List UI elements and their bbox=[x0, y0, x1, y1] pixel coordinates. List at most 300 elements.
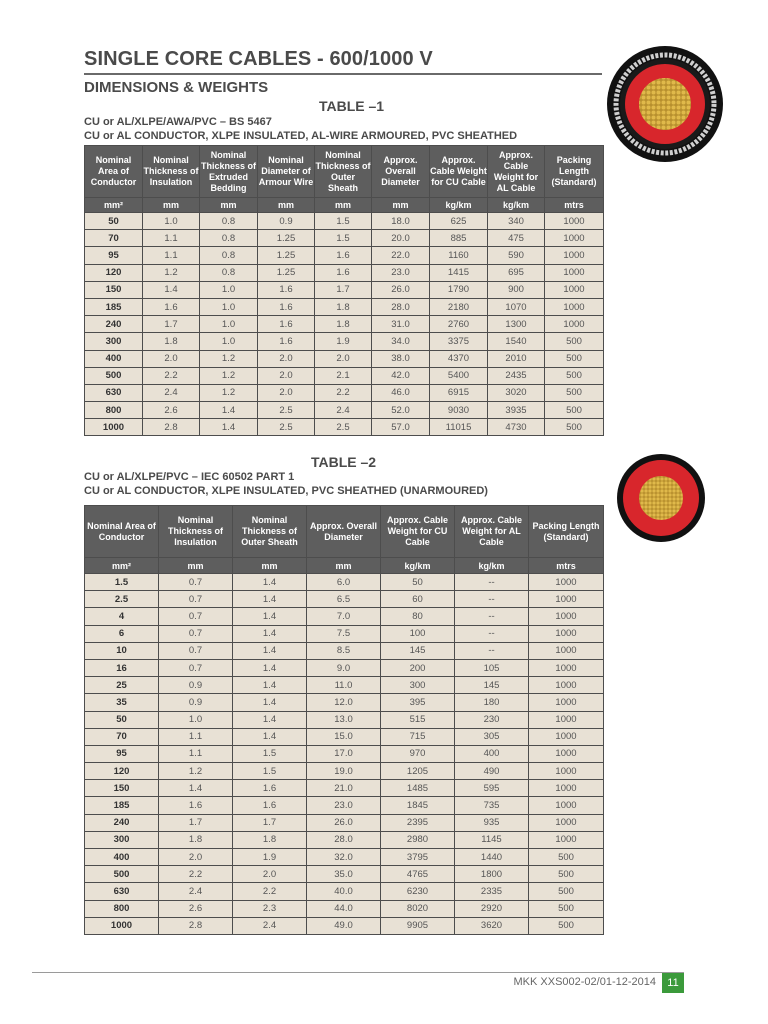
table-cell: 595 bbox=[455, 780, 529, 797]
table-cell: 1.4 bbox=[200, 419, 258, 436]
table-cell: 28.0 bbox=[307, 831, 381, 848]
conductor-area-cell: 25 bbox=[85, 677, 159, 694]
table-cell: 4370 bbox=[430, 350, 488, 367]
table-cell: 1.4 bbox=[233, 608, 307, 625]
table-cell: 500 bbox=[529, 866, 604, 883]
column-header: Approx. Cable Weight for CU Cable bbox=[430, 146, 488, 198]
table-cell: 1.4 bbox=[143, 281, 200, 298]
conductor-area-cell: 50 bbox=[85, 213, 143, 230]
table-cell: 1.7 bbox=[143, 316, 200, 333]
conductor-area-cell: 35 bbox=[85, 694, 159, 711]
table-cell: 1.2 bbox=[143, 264, 200, 281]
table-cell: 1000 bbox=[529, 677, 604, 694]
table-row bbox=[85, 883, 604, 900]
conductor-area-cell: 1.5 bbox=[85, 574, 159, 591]
table-row bbox=[85, 659, 604, 676]
conductor-area-cell: 70 bbox=[85, 230, 143, 247]
table-row bbox=[85, 814, 604, 831]
table-cell: 1.0 bbox=[200, 316, 258, 333]
unit-header: mm bbox=[233, 558, 307, 574]
table-cell: 490 bbox=[455, 763, 529, 780]
table-cell: 22.0 bbox=[372, 247, 430, 264]
page-number: 11 bbox=[662, 973, 684, 993]
table-cell: 1.8 bbox=[315, 316, 372, 333]
table-cell: 500 bbox=[545, 402, 604, 419]
table-cell: 0.9 bbox=[159, 677, 233, 694]
table1-label: TABLE –1 bbox=[319, 98, 385, 114]
table-cell: 1.0 bbox=[200, 281, 258, 298]
table-cell: 885 bbox=[430, 230, 488, 247]
table-row bbox=[85, 917, 604, 934]
table-cell: 1.6 bbox=[143, 298, 200, 315]
table-cell: 46.0 bbox=[372, 384, 430, 401]
table-cell: 3935 bbox=[488, 402, 545, 419]
table-cell: 1000 bbox=[529, 780, 604, 797]
column-header: Approx. Cable Weight for AL Cable bbox=[455, 506, 529, 558]
table-cell: 52.0 bbox=[372, 402, 430, 419]
table-cell: 2.0 bbox=[233, 866, 307, 883]
table-cell: 2.2 bbox=[143, 367, 200, 384]
table-cell: 1.4 bbox=[233, 711, 307, 728]
table-cell: 2.0 bbox=[143, 350, 200, 367]
table-cell: 1.9 bbox=[233, 849, 307, 866]
conductor-area-cell: 1000 bbox=[85, 917, 159, 934]
table-cell: 1000 bbox=[545, 247, 604, 264]
table-cell: 12.0 bbox=[307, 694, 381, 711]
table-row bbox=[85, 350, 604, 367]
table-cell: 1.1 bbox=[143, 247, 200, 264]
table-row bbox=[85, 608, 604, 625]
table-cell: 515 bbox=[381, 711, 455, 728]
table-cell: 1.1 bbox=[159, 745, 233, 762]
table-cell: 4765 bbox=[381, 866, 455, 883]
table-cell: 475 bbox=[488, 230, 545, 247]
conductor-area-cell: 120 bbox=[85, 264, 143, 281]
table-cell: 500 bbox=[529, 849, 604, 866]
conductor-area-cell: 150 bbox=[85, 780, 159, 797]
conductor-area-cell: 2.5 bbox=[85, 591, 159, 608]
table-cell: 9905 bbox=[381, 917, 455, 934]
table-cell: 145 bbox=[455, 677, 529, 694]
conductor-area-cell: 185 bbox=[85, 797, 159, 814]
table-cell: 0.8 bbox=[200, 247, 258, 264]
table-cell: 20.0 bbox=[372, 230, 430, 247]
table-row bbox=[85, 745, 604, 762]
table-row bbox=[85, 849, 604, 866]
table-cell: 40.0 bbox=[307, 883, 381, 900]
table-row bbox=[85, 728, 604, 745]
table-cell: 715 bbox=[381, 728, 455, 745]
table-cell: 26.0 bbox=[372, 281, 430, 298]
table-cell: 1.6 bbox=[159, 797, 233, 814]
column-header: Nominal Thickness of Outer Sheath bbox=[233, 506, 307, 558]
table-cell: 970 bbox=[381, 745, 455, 762]
table-cell: 1845 bbox=[381, 797, 455, 814]
column-header: Approx. Cable Weight for AL Cable bbox=[488, 146, 545, 198]
column-header: Nominal Thickness of Insulation bbox=[159, 506, 233, 558]
table-cell: 3795 bbox=[381, 849, 455, 866]
table-cell: 180 bbox=[455, 694, 529, 711]
table-cell: 35.0 bbox=[307, 866, 381, 883]
table-cell: 1.25 bbox=[258, 247, 315, 264]
table-cell: 1.5 bbox=[233, 745, 307, 762]
table-cell: 1790 bbox=[430, 281, 488, 298]
conductor-area-cell: 120 bbox=[85, 763, 159, 780]
table-cell: 2.8 bbox=[159, 917, 233, 934]
page-subtitle: DIMENSIONS & WEIGHTS bbox=[84, 79, 269, 96]
table-cell: 1000 bbox=[529, 574, 604, 591]
table-cell: 2.0 bbox=[315, 350, 372, 367]
table-row bbox=[85, 264, 604, 281]
table-cell: 1.0 bbox=[200, 333, 258, 350]
table-cell: 0.9 bbox=[258, 213, 315, 230]
table-row bbox=[85, 402, 604, 419]
table-cell: 60 bbox=[381, 591, 455, 608]
unit-header: kg/km bbox=[430, 198, 488, 213]
table-cell: 1.0 bbox=[200, 298, 258, 315]
table1 bbox=[84, 145, 604, 436]
table-cell: 1000 bbox=[545, 298, 604, 315]
table-row bbox=[85, 591, 604, 608]
table-cell: 2760 bbox=[430, 316, 488, 333]
table-cell: 1.5 bbox=[233, 763, 307, 780]
column-header: Nominal Thickness of Outer Sheath bbox=[315, 146, 372, 198]
table-cell: 0.8 bbox=[200, 264, 258, 281]
conductor-area-cell: 500 bbox=[85, 866, 159, 883]
table-cell: 200 bbox=[381, 659, 455, 676]
conductor-area-cell: 630 bbox=[85, 384, 143, 401]
table-cell: 1.7 bbox=[233, 814, 307, 831]
table-row bbox=[85, 866, 604, 883]
conductor-area-cell: 240 bbox=[85, 316, 143, 333]
table-cell: 2.4 bbox=[143, 384, 200, 401]
table2-spec-line1: CU or AL/XLPE/PVC – IEC 60502 PART 1 bbox=[84, 471, 295, 483]
table-cell: 7.5 bbox=[307, 625, 381, 642]
column-header: Nominal Diameter of Armour Wire bbox=[258, 146, 315, 198]
table-cell: 4730 bbox=[488, 419, 545, 436]
table-cell: 49.0 bbox=[307, 917, 381, 934]
table-cell: 80 bbox=[381, 608, 455, 625]
table-cell: 1000 bbox=[529, 831, 604, 848]
table-cell: 2.4 bbox=[233, 917, 307, 934]
table-cell: 2.0 bbox=[258, 350, 315, 367]
table-cell: 340 bbox=[488, 213, 545, 230]
table-cell: 1000 bbox=[529, 591, 604, 608]
table-cell: 1000 bbox=[529, 814, 604, 831]
conductor-area-cell: 95 bbox=[85, 247, 143, 264]
conductor-area-cell: 400 bbox=[85, 849, 159, 866]
table-cell: 1.6 bbox=[233, 797, 307, 814]
table-row bbox=[85, 213, 604, 230]
table-row bbox=[85, 367, 604, 384]
unit-header: mm bbox=[315, 198, 372, 213]
column-header: Nominal Area of Conductor bbox=[85, 506, 159, 558]
unit-header: kg/km bbox=[488, 198, 545, 213]
table-cell: 1.4 bbox=[233, 694, 307, 711]
unit-header: mm² bbox=[85, 198, 143, 213]
table-cell: 26.0 bbox=[307, 814, 381, 831]
table-row bbox=[85, 419, 604, 436]
table2-spec-line2: CU or AL CONDUCTOR, XLPE INSULATED, PVC SHEATHED (UNARMOURED) bbox=[84, 485, 488, 497]
table-cell: 1000 bbox=[545, 316, 604, 333]
table-cell: 11.0 bbox=[307, 677, 381, 694]
table-cell: 9030 bbox=[430, 402, 488, 419]
table-cell: 0.8 bbox=[200, 230, 258, 247]
table-cell: 1.6 bbox=[258, 298, 315, 315]
table-cell: 2.4 bbox=[315, 402, 372, 419]
table-cell: 1000 bbox=[529, 763, 604, 780]
unit-header: mm bbox=[372, 198, 430, 213]
table-cell: 1485 bbox=[381, 780, 455, 797]
table-cell: 105 bbox=[455, 659, 529, 676]
table-cell: 1.8 bbox=[315, 298, 372, 315]
table-cell: 1000 bbox=[545, 264, 604, 281]
column-header: Nominal Area of Conductor bbox=[85, 146, 143, 198]
conductor-area-cell: 10 bbox=[85, 642, 159, 659]
table-cell: 0.7 bbox=[159, 608, 233, 625]
table-row bbox=[85, 625, 604, 642]
table-cell: 230 bbox=[455, 711, 529, 728]
unit-header: mtrs bbox=[529, 558, 604, 574]
table-cell: 735 bbox=[455, 797, 529, 814]
table-cell: 500 bbox=[545, 367, 604, 384]
table-cell: 500 bbox=[529, 917, 604, 934]
page-title: SINGLE CORE CABLES - 600/1000 V bbox=[84, 48, 433, 70]
table-cell: 1.2 bbox=[200, 384, 258, 401]
table-cell: 13.0 bbox=[307, 711, 381, 728]
table-cell: 1160 bbox=[430, 247, 488, 264]
table-cell: 1000 bbox=[529, 797, 604, 814]
table-cell: 2.1 bbox=[315, 367, 372, 384]
table-cell: 1.4 bbox=[233, 625, 307, 642]
unit-header: mtrs bbox=[545, 198, 604, 213]
table-cell: 2.6 bbox=[159, 900, 233, 917]
table-row bbox=[85, 247, 604, 264]
table-cell: 2.2 bbox=[315, 384, 372, 401]
table-cell: 2.0 bbox=[258, 384, 315, 401]
table-cell: 57.0 bbox=[372, 419, 430, 436]
table2 bbox=[84, 505, 604, 935]
unit-header: mm bbox=[200, 198, 258, 213]
table-cell: 590 bbox=[488, 247, 545, 264]
table-cell: 2.8 bbox=[143, 419, 200, 436]
table-cell: 1.9 bbox=[315, 333, 372, 350]
conductor-area-cell: 185 bbox=[85, 298, 143, 315]
table-cell: 1800 bbox=[455, 866, 529, 883]
table-cell: 19.0 bbox=[307, 763, 381, 780]
table-cell: 2.5 bbox=[315, 419, 372, 436]
table-cell: 1.6 bbox=[258, 281, 315, 298]
table-cell: 23.0 bbox=[307, 797, 381, 814]
conductor-area-cell: 95 bbox=[85, 745, 159, 762]
table-cell: 0.7 bbox=[159, 659, 233, 676]
table-cell: 305 bbox=[455, 728, 529, 745]
table-cell: 935 bbox=[455, 814, 529, 831]
table-cell: 1.25 bbox=[258, 230, 315, 247]
table-cell: 1.2 bbox=[200, 367, 258, 384]
table-cell: 23.0 bbox=[372, 264, 430, 281]
unit-header: kg/km bbox=[381, 558, 455, 574]
table-cell: 2.2 bbox=[233, 883, 307, 900]
table-cell: 1.7 bbox=[315, 281, 372, 298]
table-cell: 15.0 bbox=[307, 728, 381, 745]
table-cell: 1.4 bbox=[233, 659, 307, 676]
table-row bbox=[85, 298, 604, 315]
table-cell: 1.6 bbox=[233, 780, 307, 797]
table-cell: 2920 bbox=[455, 900, 529, 917]
table-cell: 695 bbox=[488, 264, 545, 281]
title-divider bbox=[84, 73, 602, 75]
table-cell: 2180 bbox=[430, 298, 488, 315]
table-cell: 8.5 bbox=[307, 642, 381, 659]
table-row bbox=[85, 831, 604, 848]
table-cell: 1070 bbox=[488, 298, 545, 315]
column-header: Packing Length (Standard) bbox=[545, 146, 604, 198]
table-cell: 1.7 bbox=[159, 814, 233, 831]
conductor-area-cell: 630 bbox=[85, 883, 159, 900]
table-cell: 400 bbox=[455, 745, 529, 762]
table-cell: 1000 bbox=[529, 728, 604, 745]
table-cell: 1.6 bbox=[258, 316, 315, 333]
table-cell: 2.0 bbox=[159, 849, 233, 866]
table-cell: 1000 bbox=[529, 608, 604, 625]
table-row bbox=[85, 316, 604, 333]
column-header: Nominal Thickness of Extruded Bedding bbox=[200, 146, 258, 198]
table-cell: 1000 bbox=[529, 711, 604, 728]
table-cell: 42.0 bbox=[372, 367, 430, 384]
table-cell: 2.0 bbox=[258, 367, 315, 384]
table-cell: 2.4 bbox=[159, 883, 233, 900]
table-cell: 1205 bbox=[381, 763, 455, 780]
table-cell: 21.0 bbox=[307, 780, 381, 797]
table-cell: 1.25 bbox=[258, 264, 315, 281]
table-cell: 1.4 bbox=[233, 642, 307, 659]
table-cell: 6.5 bbox=[307, 591, 381, 608]
table-cell: 500 bbox=[545, 384, 604, 401]
table-cell: 0.7 bbox=[159, 625, 233, 642]
table-cell: 2.3 bbox=[233, 900, 307, 917]
table-cell: 1.2 bbox=[159, 763, 233, 780]
table-cell: 11015 bbox=[430, 419, 488, 436]
footer-document-code: MKK XXS002-02/01-12-2014 bbox=[513, 976, 656, 988]
footer-divider bbox=[32, 972, 684, 973]
table-cell: 1.8 bbox=[159, 831, 233, 848]
conductor-area-cell: 300 bbox=[85, 333, 143, 350]
table-cell: 2395 bbox=[381, 814, 455, 831]
column-header: Nominal Thickness of Insulation bbox=[143, 146, 200, 198]
unarmoured-cable-cross-section-icon bbox=[616, 453, 706, 543]
column-header: Approx. Cable Weight for CU Cable bbox=[381, 506, 455, 558]
table-cell: 1000 bbox=[545, 281, 604, 298]
table-cell: 18.0 bbox=[372, 213, 430, 230]
table-cell: 1300 bbox=[488, 316, 545, 333]
table-row bbox=[85, 642, 604, 659]
table-cell: 38.0 bbox=[372, 350, 430, 367]
table-cell: 1.4 bbox=[233, 677, 307, 694]
table-cell: 1000 bbox=[529, 659, 604, 676]
table-cell: 44.0 bbox=[307, 900, 381, 917]
table-cell: 1.6 bbox=[315, 247, 372, 264]
table-row bbox=[85, 763, 604, 780]
unit-header: mm bbox=[159, 558, 233, 574]
table-row bbox=[85, 900, 604, 917]
conductor-area-cell: 800 bbox=[85, 402, 143, 419]
table-cell: 1.4 bbox=[233, 591, 307, 608]
unit-header: mm bbox=[143, 198, 200, 213]
table-row bbox=[85, 694, 604, 711]
table-cell: 1.5 bbox=[315, 230, 372, 247]
table-cell: 1000 bbox=[545, 213, 604, 230]
table-cell: 17.0 bbox=[307, 745, 381, 762]
table1-spec-line1: CU or AL/XLPE/AWA/PVC – BS 5467 bbox=[84, 116, 272, 128]
table-cell: 300 bbox=[381, 677, 455, 694]
table-cell: 500 bbox=[545, 419, 604, 436]
unit-header: mm² bbox=[85, 558, 159, 574]
table-cell: 3375 bbox=[430, 333, 488, 350]
table-cell: 1000 bbox=[529, 625, 604, 642]
table-row bbox=[85, 574, 604, 591]
table-cell: 0.8 bbox=[200, 213, 258, 230]
conductor-area-cell: 16 bbox=[85, 659, 159, 676]
table-cell: 1.2 bbox=[200, 350, 258, 367]
table-cell: 2.5 bbox=[258, 402, 315, 419]
table-cell: 2.6 bbox=[143, 402, 200, 419]
table-cell: 2.2 bbox=[159, 866, 233, 883]
table-cell: 0.7 bbox=[159, 591, 233, 608]
table-cell: 1.0 bbox=[143, 213, 200, 230]
table-row bbox=[85, 384, 604, 401]
table-cell: 3020 bbox=[488, 384, 545, 401]
table-row bbox=[85, 780, 604, 797]
table-cell: 1.6 bbox=[258, 333, 315, 350]
table-cell: 3620 bbox=[455, 917, 529, 934]
table-cell: 1145 bbox=[455, 831, 529, 848]
table-cell: 1.0 bbox=[159, 711, 233, 728]
table-cell: 1.8 bbox=[143, 333, 200, 350]
table-cell: 50 bbox=[381, 574, 455, 591]
column-header: Packing Length (Standard) bbox=[529, 506, 604, 558]
column-header: Approx. Overall Diameter bbox=[372, 146, 430, 198]
conductor-area-cell: 150 bbox=[85, 281, 143, 298]
table-cell: 1.5 bbox=[315, 213, 372, 230]
table-row bbox=[85, 711, 604, 728]
table-cell: 9.0 bbox=[307, 659, 381, 676]
table-cell: 0.7 bbox=[159, 574, 233, 591]
table-cell: 5400 bbox=[430, 367, 488, 384]
table1-spec-line2: CU or AL CONDUCTOR, XLPE INSULATED, AL-WIRE ARMOURED, PVC SHEATHED bbox=[84, 130, 518, 142]
table-cell: 2335 bbox=[455, 883, 529, 900]
table-cell: 1000 bbox=[529, 745, 604, 762]
table-cell: -- bbox=[455, 625, 529, 642]
table2-label: TABLE –2 bbox=[311, 454, 377, 470]
table-cell: 500 bbox=[545, 350, 604, 367]
conductor-area-cell: 500 bbox=[85, 367, 143, 384]
table-cell: 1.4 bbox=[159, 780, 233, 797]
unit-header: kg/km bbox=[455, 558, 529, 574]
table-cell: 8020 bbox=[381, 900, 455, 917]
table-cell: 2.5 bbox=[258, 419, 315, 436]
table-cell: 1.1 bbox=[143, 230, 200, 247]
table-cell: -- bbox=[455, 608, 529, 625]
table-cell: 28.0 bbox=[372, 298, 430, 315]
table-cell: 0.9 bbox=[159, 694, 233, 711]
table-cell: 34.0 bbox=[372, 333, 430, 350]
table-cell: 6230 bbox=[381, 883, 455, 900]
table-cell: 1.8 bbox=[233, 831, 307, 848]
conductor-area-cell: 1000 bbox=[85, 419, 143, 436]
unit-header: mm bbox=[258, 198, 315, 213]
table-cell: -- bbox=[455, 591, 529, 608]
